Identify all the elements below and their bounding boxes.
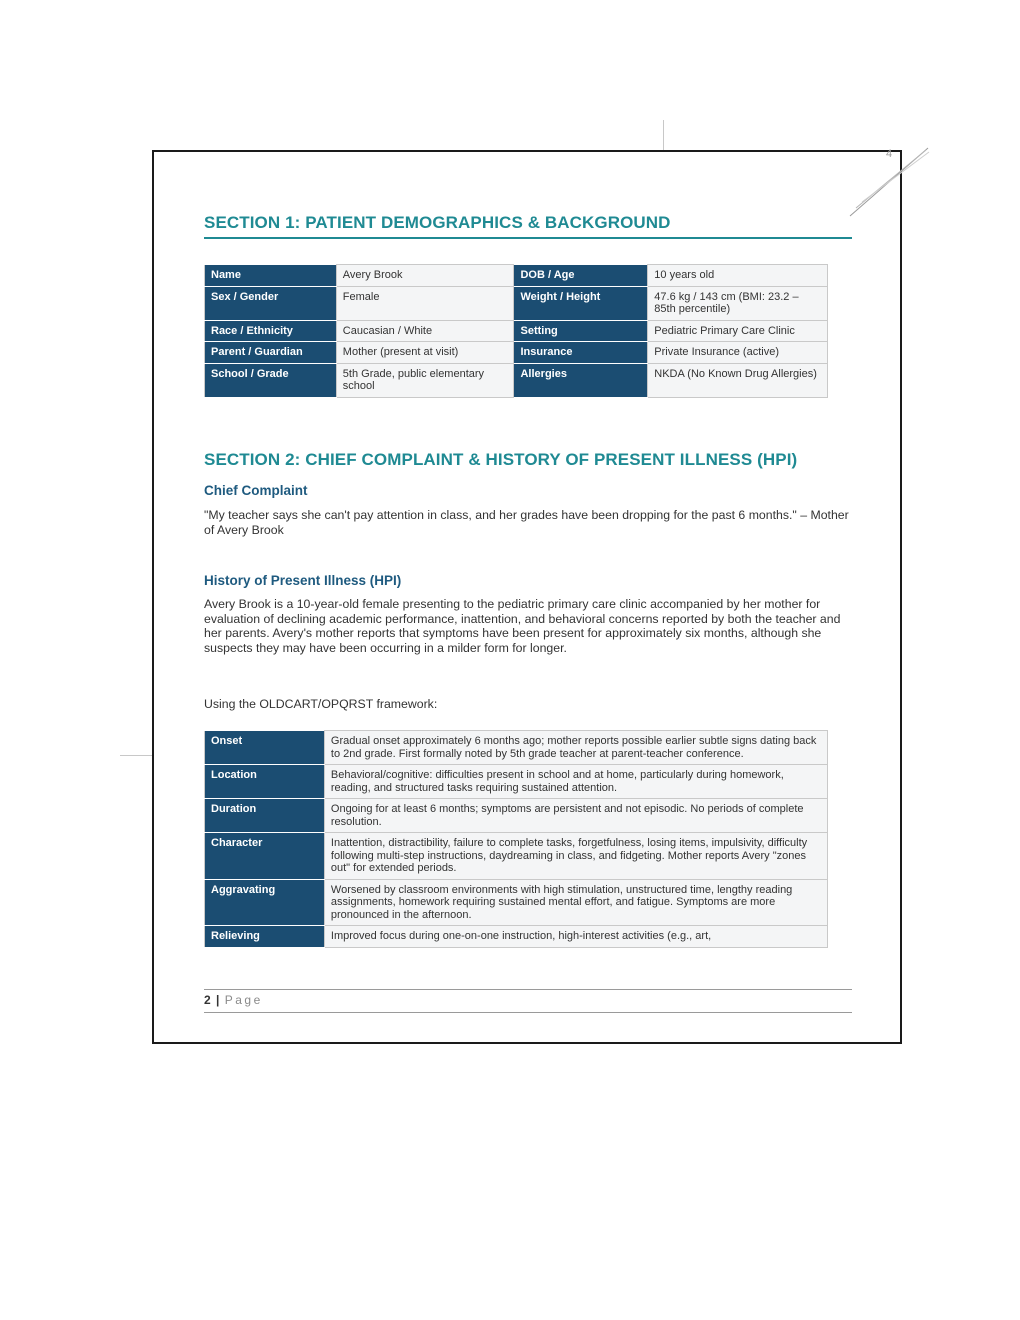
demographics-value: NKDA (No Known Drug Allergies) <box>648 363 828 397</box>
table-row <box>205 363 828 397</box>
demographics-label: Insurance <box>514 342 648 364</box>
demographics-label: Sex / Gender <box>205 286 337 320</box>
footer-rule-top <box>204 989 852 990</box>
demographics-value: 5th Grade, public elementary school <box>336 363 514 397</box>
demographics-label: Allergies <box>514 363 648 397</box>
table-row <box>205 342 828 364</box>
oldcart-label: Character <box>205 833 325 880</box>
demographics-value: Mother (present at visit) <box>336 342 514 364</box>
demographics-value: Private Insurance (active) <box>648 342 828 364</box>
demographics-value: Avery Brook <box>336 265 514 287</box>
hpi-heading: History of Present Illness (HPI) <box>204 573 402 588</box>
demographics-value: Female <box>336 286 514 320</box>
demographics-label: Name <box>205 265 337 287</box>
hpi-text: Avery Brook is a 10-year-old female presenting to the pediatric primary care clinic accompanied by her mother for evaluation of declining academic performance, inattention, and behavioral concerns reported by both the teacher and her parents. Avery's mother reports that symptoms have been present for approximately six months, although she suspects they may have been occurring in a milder form for longer. <box>204 597 841 655</box>
oldcart-value: Ongoing for at least 6 months; symptoms are persistent and not episodic. No periods of complete resolution. <box>324 799 827 833</box>
oldcart-label: Relieving <box>205 926 325 948</box>
oldcart-label: Onset <box>205 731 325 765</box>
oldcart-value: Improved focus during one-on-one instruction, high-interest activities (e.g., art, <box>324 926 827 948</box>
table-row <box>205 833 828 880</box>
footer-separator: | <box>216 993 220 1007</box>
table-row <box>205 265 828 287</box>
demographics-table <box>204 264 828 398</box>
oldcart-value: Inattention, distractibility, failure to complete tasks, forgetfulness, losing items, impulsivity, difficulty following multi-step instructions, daydreaming in class, and fidgeting. Mother reports Avery "zones out" for extended periods. <box>324 833 827 880</box>
footer-rule-bottom <box>204 1012 852 1013</box>
demographics-label: Race / Ethnicity <box>205 320 337 342</box>
section1-title: SECTION 1: PATIENT DEMOGRAPHICS & BACKGROUND <box>204 213 671 232</box>
table-row <box>205 320 828 342</box>
table-row <box>205 879 828 926</box>
oldcart-label: Location <box>205 765 325 799</box>
demographics-label: Parent / Guardian <box>205 342 337 364</box>
chief-complaint-heading: Chief Complaint <box>204 483 308 498</box>
table-row <box>205 926 828 948</box>
oldcart-value: Behavioral/cognitive: difficulties present in school and at home, particularly during homework, reading, and structured tasks requiring sustained attention. <box>324 765 827 799</box>
page-footer <box>204 993 263 1007</box>
table-row <box>205 799 828 833</box>
oldcart-table-container <box>204 730 830 983</box>
footer-page-number: 2 <box>204 993 211 1007</box>
table-row <box>205 731 828 765</box>
oldcart-label: Duration <box>205 799 325 833</box>
demographics-label: School / Grade <box>205 363 337 397</box>
chief-complaint-text: "My teacher says she can't pay attention in class, and her grades have been dropping for the past 6 months." – Mother of Avery Brook <box>204 508 849 537</box>
table-row <box>205 286 828 320</box>
demographics-value: 47.6 kg / 143 cm (BMI: 23.2 – 85th percentile) <box>648 286 828 320</box>
footer-page-label: Page <box>224 993 263 1007</box>
page-curl-icon <box>848 146 930 218</box>
demographics-label: DOB / Age <box>514 265 648 287</box>
demographics-label: Weight / Height <box>514 286 648 320</box>
oldcart-label: Aggravating <box>205 879 325 926</box>
oldcart-value: Gradual onset approximately 6 months ago; mother reports possible earlier subtle signs dating back to 2nd grade. First formally noted by 5th grade teacher at parent-teacher conference. <box>324 731 827 765</box>
section1-underline <box>204 237 852 239</box>
demographics-label: Setting <box>514 320 648 342</box>
oldcart-value: Worsened by classroom environments with high stimulation, unstructured time, lengthy reading assignments, homework requiring sustained mental effort, and fatigue. Symptoms are more pronounced in the afternoon. <box>324 879 827 926</box>
oldcart-table <box>204 730 828 948</box>
demographics-value: Pediatric Primary Care Clinic <box>648 320 828 342</box>
demographics-value: Caucasian / White <box>336 320 514 342</box>
framework-text: Using the OLDCART/OPQRST framework: <box>204 697 438 711</box>
corner-page-number: 4 <box>886 148 893 160</box>
section2-title: SECTION 2: CHIEF COMPLAINT & HISTORY OF PRESENT ILLNESS (HPI) <box>204 450 798 469</box>
table-row <box>205 765 828 799</box>
demographics-value: 10 years old <box>648 265 828 287</box>
